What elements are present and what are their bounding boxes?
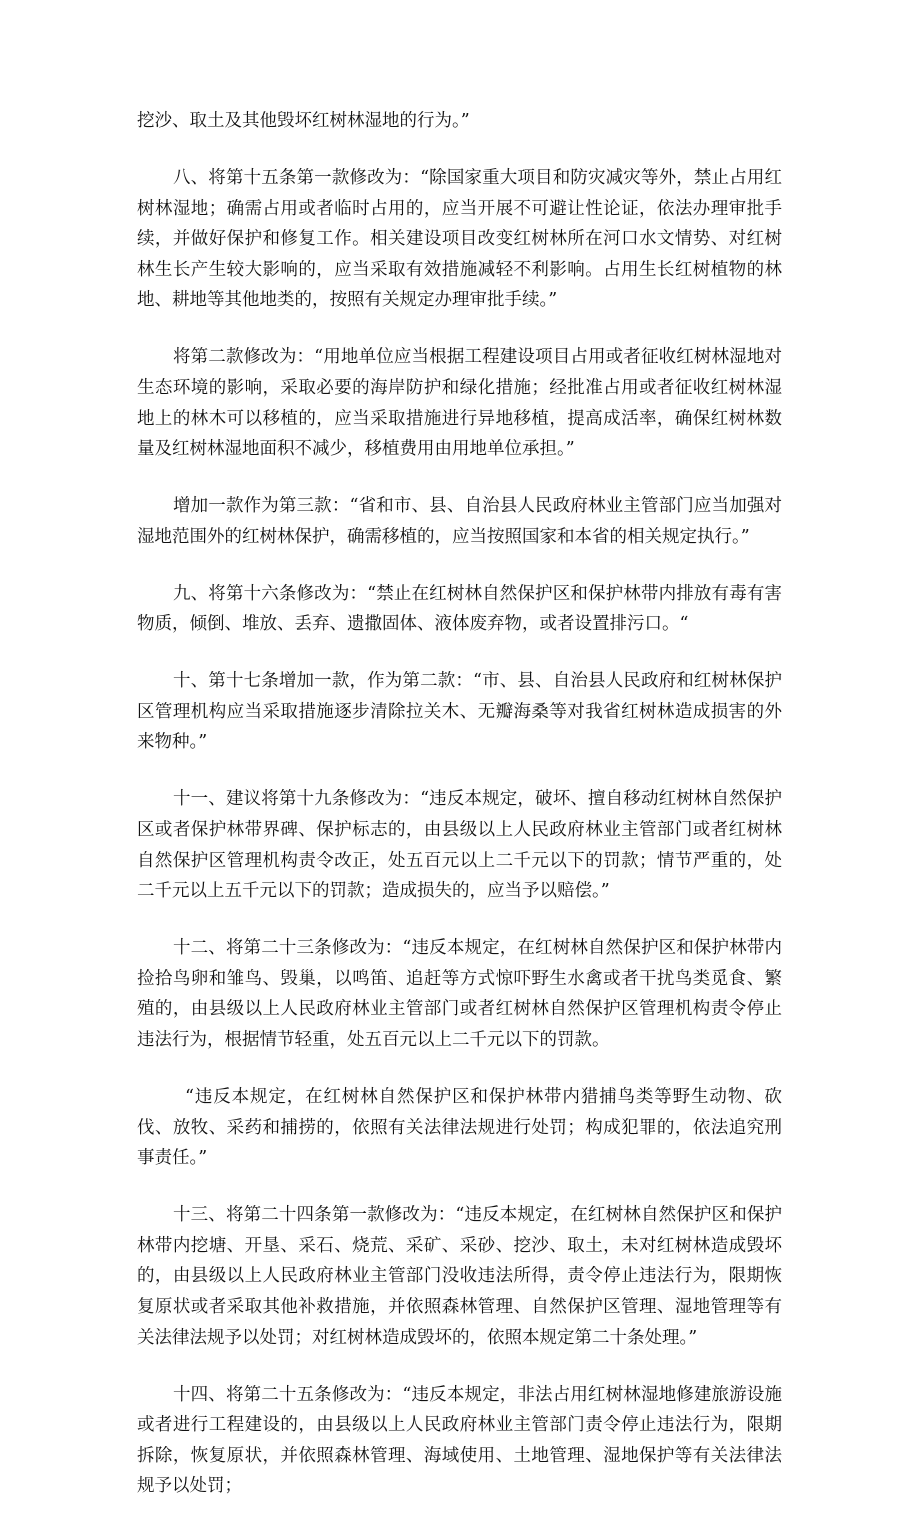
paragraph-item-8-second-clause: 将第二款修改为：“用地单位应当根据工程建设项目占用或者征收红树林湿地对生态环境的影响，采取必要的海岸防护和绿化措施；经批准占用或者征收红树林湿地上的林木可以移植的，应当采取措施进行异地移植，提高成活率，确保红树林数量及红树林湿地面积不减少，移植费用由用地单位承担。” <box>137 347 782 460</box>
document-body <box>137 106 782 1528</box>
paragraph-item-8: 八、将第十五条第一款修改为：“除国家重大项目和防灾减灾等外，禁止占用红树林湿地；确需占用或者临时占用的，应当开展不可避让性论证，依法办理审批手续，并做好保护和修复工作。相关建设项目改变红树林所在河口水文情势、对红树林生长产生较大影响的，应当采取有效措施减轻不利影响。占用生长红树植物的林地、耕地等其他地类的，按照有关规定办理审批手续。” <box>137 167 782 311</box>
paragraph-item-12: 十二、将第二十三条修改为：“违反本规定，在红树林自然保护区和保护林带内捡拾鸟卵和雏鸟、毁巢，以鸣笛、追赶等方式惊吓野生水禽或者干扰鸟类觅食、繁殖的，由县级以上人民政府林业主管部门或者红树林自然保护区管理机构责令停止违法行为，根据情节轻重，处五百元以上二千元以下的罚款。 <box>137 938 782 1050</box>
paragraph-item-9: 九、将第十六条修改为：“禁止在红树林自然保护区和保护林带内排放有毒有害物质，倾倒、堆放、丢弃、遗撒固体、液体废弃物，或者设置排污口。“ <box>137 583 782 635</box>
paragraph-item-10: 十、第十七条增加一款，作为第二款：“市、县、自治县人民政府和红树林保护区管理机构应当采取措施逐步清除拉关木、无瓣海桑等对我省红树林造成损害的外来物种。” <box>137 671 782 753</box>
paragraph-item-8-third-clause: 增加一款作为第三款：“省和市、县、自治县人民政府林业主管部门应当加强对湿地范围外的红树林保护，确需移植的，应当按照国家和本省的相关规定执行。” <box>137 496 782 547</box>
paragraph-item-13: 十三、将第二十四条第一款修改为：“违反本规定，在红树林自然保护区和保护林带内挖塘、开垦、采石、烧荒、采矿、采砂、挖沙、取土，未对红树林造成毁坏的，由县级以上人民政府林业主管部门没收违法所得，责令停止违法行为，限期恢复原状或者采取其他补救措施，并依照森林管理、自然保护区管理、湿地管理等有关法律法规予以处罚；对红树林造成毁坏的，依照本规定第二十条处理。” <box>137 1205 782 1348</box>
paragraph-item-14: 十四、将第二十五条修改为：“违反本规定，非法占用红树林湿地修建旅游设施或者进行工程建设的，由县级以上人民政府林业主管部门责令停止违法行为，限期拆除，恢复原状，并依照森林管理、海域使用、土地管理、湿地保护等有关法律法规予以处罚； <box>137 1384 782 1497</box>
paragraph-item-12-second-clause: “违反本规定，在红树林自然保护区和保护林带内猎捕鸟类等野生动物、砍伐、放牧、采药和捕捞的，依照有关法律法规进行处罚；构成犯罪的，依法追究刑事责任。” <box>137 1086 782 1169</box>
paragraph-continuation: 挖沙、取土及其他毁坏红树林湿地的行为。” <box>137 111 470 131</box>
paragraph-item-11: 十一、建议将第十九条修改为：“违反本规定，破坏、擅自移动红树林自然保护区或者保护林带界碑、保护标志的，由县级以上人民政府林业主管部门或者红树林自然保护区管理机构责令改正，处五百元以上二千元以下的罚款；情节严重的，处二千元以上五千元以下的罚款；造成损失的，应当予以赔偿。” <box>137 789 782 902</box>
